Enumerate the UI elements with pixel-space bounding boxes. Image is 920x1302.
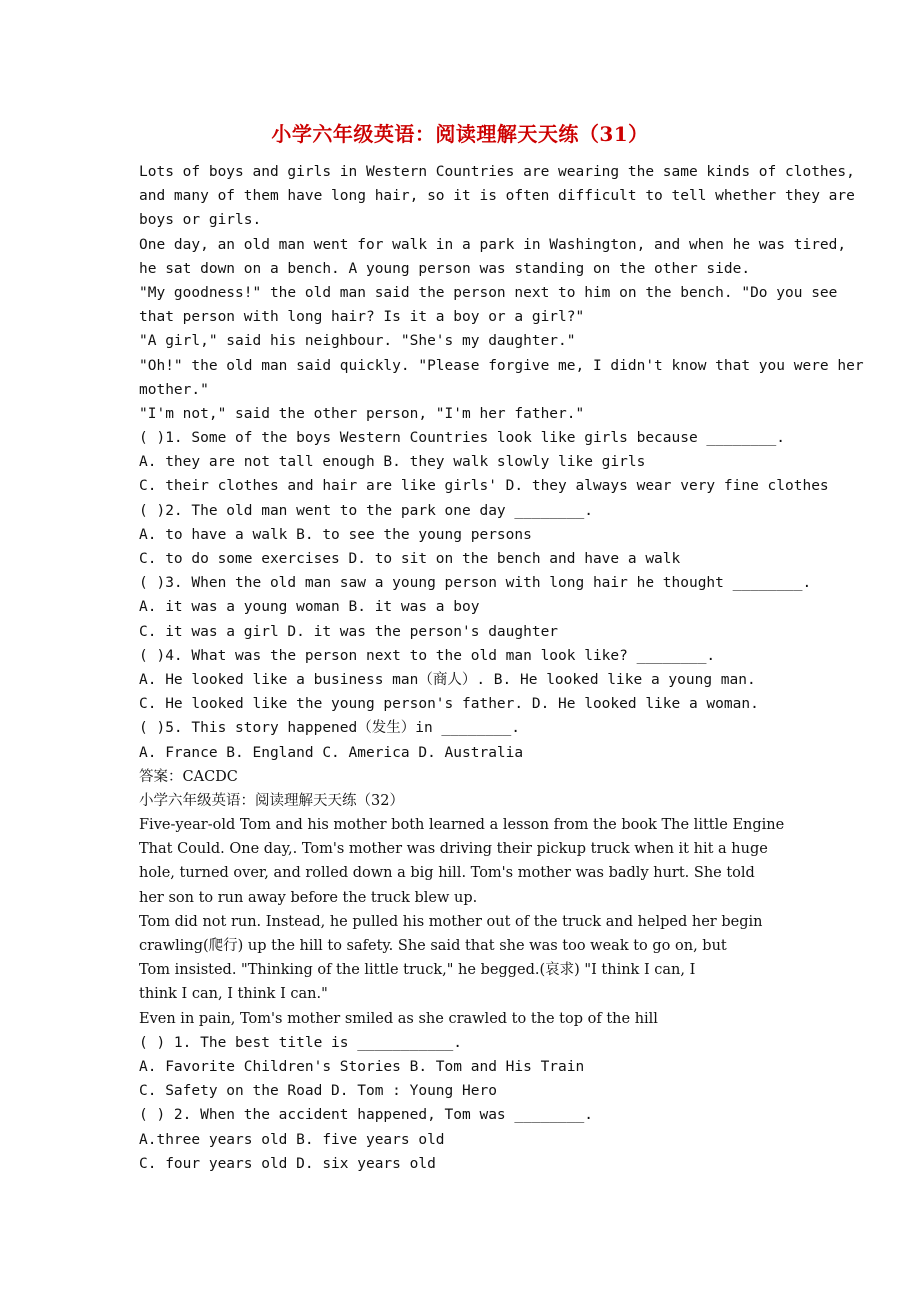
- text-line: Even in pain, Tom's mother smiled as she crawled to the top of the hill: [139, 1010, 658, 1027]
- text-line: think I can, I think I can.": [139, 986, 328, 1003]
- option-line: C. He looked like the young person's father. D. He looked like a woman.: [139, 696, 759, 713]
- question-line: ( )4. What was the person next to the old man look like? ________.: [139, 647, 716, 664]
- text-line: boys or girls.: [139, 212, 262, 229]
- question-line: ( ) 2. When the accident happened, Tom was ________.: [139, 1107, 593, 1124]
- section-heading: 小学六年级英语：阅读理解天天练（32）: [139, 792, 404, 809]
- option-line: A.three years old B. five years old: [139, 1131, 445, 1148]
- text-line: crawling(爬行) up the hill to safety. She said that she was too weak to go on, but: [139, 938, 727, 954]
- document-body: [139, 160, 864, 1176]
- option-line: C. their clothes and hair are like girls' D. they always wear very fine clothes: [139, 478, 829, 495]
- option-line: A. He looked like a business man（商人）. B. He looked like a young man.: [139, 671, 756, 688]
- question-line: ( )1. Some of the boys Western Countries look like girls because ________.: [139, 430, 786, 447]
- text-line: "A girl," said his neighbour. "She's my daughter.": [139, 333, 576, 350]
- text-line: Tom did not run. Instead, he pulled his mother out of the truck and helped her begin: [139, 913, 763, 930]
- answer-line: 答案：CACDC: [139, 768, 238, 785]
- text-line: that person with long hair? Is it a boy or a girl?": [139, 309, 585, 326]
- text-line: Five-year-old Tom and his mother both learned a lesson from the book The little Engine: [139, 817, 785, 834]
- option-line: C. it was a girl D. it was the person's daughter: [139, 623, 559, 640]
- option-line: A. they are not tall enough B. they walk slowly like girls: [139, 454, 646, 471]
- question-line: ( )3. When the old man saw a young person with long hair he thought ________.: [139, 575, 812, 592]
- text-line: he sat down on a bench. A young person was standing on the other side.: [139, 260, 751, 277]
- option-line: C. four years old D. six years old: [139, 1155, 436, 1172]
- option-line: A. Favorite Children's Stories B. Tom and His Train: [139, 1058, 585, 1075]
- option-line: A. to have a walk B. to see the young persons: [139, 526, 532, 543]
- option-line: C. to do some exercises D. to sit on the bench and have a walk: [139, 551, 681, 567]
- text-line: One day, an old man went for walk in a park in Washington, and when he was tired,: [139, 236, 847, 253]
- text-line: mother.": [139, 381, 209, 398]
- option-line: A. it was a young woman B. it was a boy: [139, 599, 480, 616]
- text-line: "Oh!" the old man said quickly. "Please forgive me, I didn't know that you were her: [139, 357, 864, 374]
- page-title: 小学六年级英语：阅读理解天天练（31）: [271, 122, 649, 146]
- text-line: "I'm not," said the other person, "I'm her father.": [139, 405, 585, 422]
- text-line: and many of them have long hair, so it is often difficult to tell whether they are: [139, 188, 855, 205]
- question-line: ( )5. This story happened（发生）in ________.: [139, 720, 520, 737]
- text-line: hole, turned over, and rolled down a big hill. Tom's mother was badly hurt. She told: [139, 865, 755, 882]
- question-line: ( )2. The old man went to the park one day ________.: [139, 502, 593, 519]
- text-line: Lots of boys and girls in Western Countries are wearing the same kinds of clothes,: [139, 164, 855, 180]
- text-line: her son to run away before the truck blew up.: [139, 889, 478, 906]
- text-line: "My goodness!" the old man said the person next to him on the bench. "Do you see: [139, 284, 838, 301]
- option-line: C. Safety on the Road D. Tom : Young Hero: [139, 1083, 497, 1100]
- text-line: Tom insisted. "Thinking of the little truck," he begged.(哀求) "I think I can, I: [139, 962, 696, 979]
- option-line: A. France B. England C. America D. Australia: [139, 744, 524, 761]
- text-line: That Could. One day,. Tom's mother was driving their pickup truck when it hit a huge: [139, 841, 768, 858]
- question-line: ( ) 1. The best title is ___________.: [139, 1034, 463, 1051]
